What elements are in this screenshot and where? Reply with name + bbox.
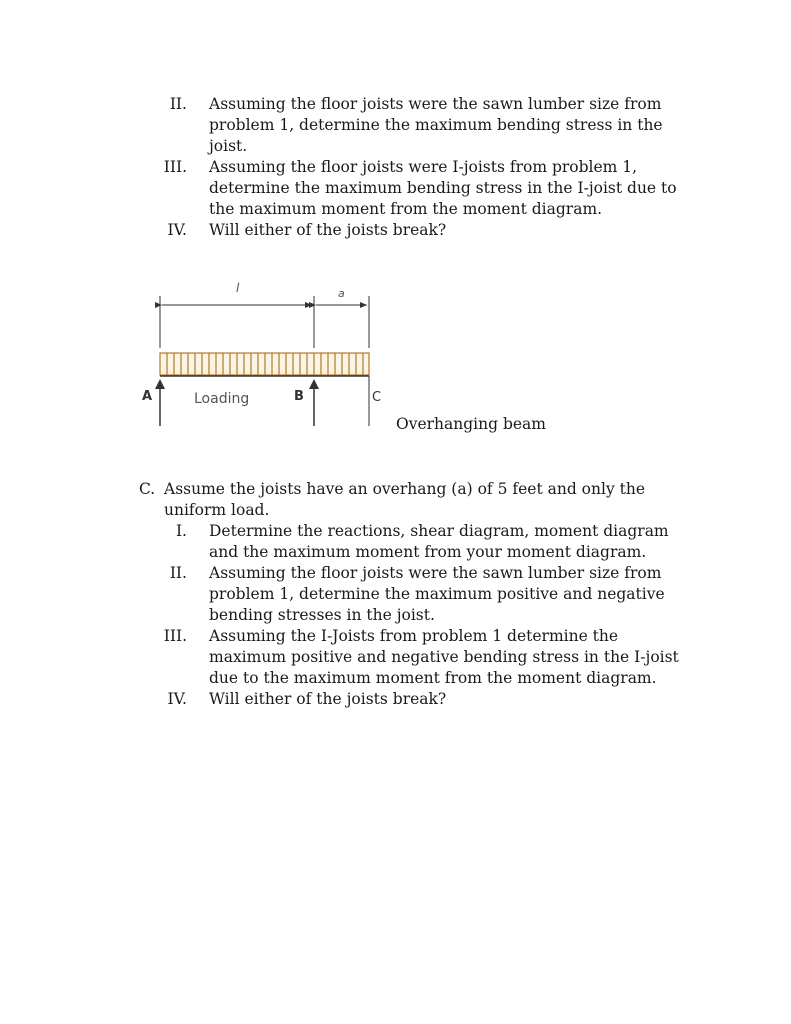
label-a: a — [338, 287, 345, 300]
figure-caption: Overhanging beam — [396, 415, 546, 433]
overhanging-beam-diagram — [138, 280, 388, 440]
numeral: I. — [175, 522, 187, 540]
numeral: IV. — [167, 690, 187, 708]
dimension-lines — [160, 296, 369, 348]
text-line: bending stresses in the joist. — [209, 606, 435, 624]
numeral: IV. — [167, 221, 187, 239]
numeral: III. — [163, 158, 187, 176]
uniform-load — [160, 353, 369, 375]
label-loading: Loading — [194, 391, 250, 407]
numeral: II. — [169, 564, 187, 582]
text-line: Assuming the floor joists were I-joists from problem 1, — [209, 158, 638, 176]
text-line: determine the maximum bending stress in the I-joist due to — [209, 179, 677, 197]
section-marker: C. — [139, 480, 156, 498]
text-line: Determine the reactions, shear diagram, moment diagram — [209, 522, 669, 540]
text-line: Assuming the floor joists were the sawn lumber size from — [209, 95, 662, 113]
label-a-support: A — [142, 389, 153, 404]
text-line: uniform load. — [164, 501, 270, 519]
label-c-end: C — [372, 390, 382, 405]
text-line: joist. — [209, 137, 248, 155]
text-line: problem 1, determine the maximum bending stress in the — [209, 116, 663, 134]
text-line: Will either of the joists break? — [209, 690, 447, 708]
text-line: maximum positive and negative bending stress in the I-joist — [209, 648, 679, 666]
reaction-arrows — [155, 376, 369, 426]
label-b-support: B — [294, 389, 304, 404]
text-line: and the maximum moment from your moment diagram. — [209, 543, 647, 561]
text-line: Assuming the floor joists were the sawn lumber size from — [209, 564, 662, 582]
label-l: l — [236, 281, 240, 295]
text-line: Assume the joists have an overhang (a) of 5 feet and only the — [164, 480, 646, 498]
numeral: III. — [163, 627, 187, 645]
numeral: II. — [169, 95, 187, 113]
text-line: Assuming the I-Joists from problem 1 determine the — [209, 627, 619, 645]
text-line: the maximum moment from the moment diagram. — [209, 200, 603, 218]
text-line: due to the maximum moment from the moment diagram. — [209, 669, 657, 687]
text-line: problem 1, determine the maximum positive and negative — [209, 585, 665, 603]
text-line: Will either of the joists break? — [209, 221, 447, 239]
